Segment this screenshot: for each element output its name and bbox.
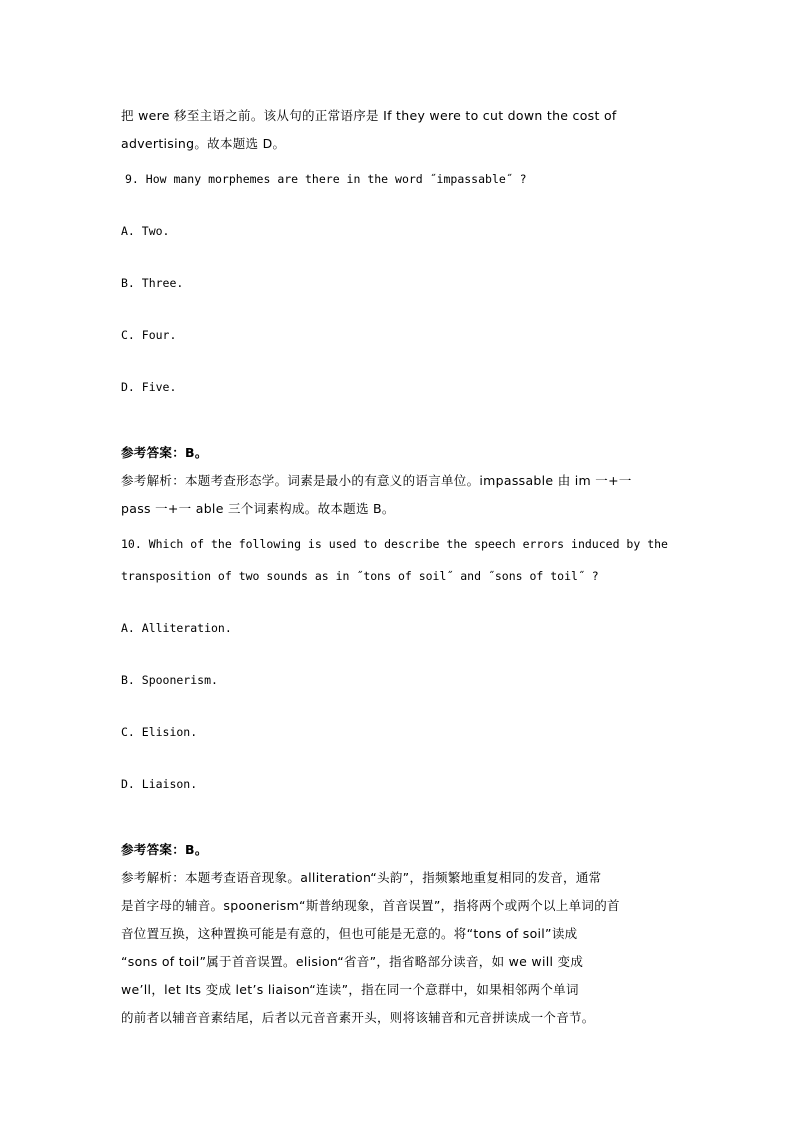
- carry-over-line-1: 把 were 移至主语之前。该从句的正常语序是 If they were to cut down the cost of: [121, 108, 617, 123]
- question-10-analysis-line-6: 的前者以辅音音素结尾，后者以元音音素开头，则将该辅音和元音拼读成一个音节。: [121, 1010, 595, 1025]
- question-9-option-d: D. Five.: [121, 380, 177, 394]
- question-10-option-d: D. Liaison.: [121, 777, 198, 791]
- question-9-option-c: C. Four.: [121, 328, 177, 342]
- question-9-option-b: B. Three.: [121, 276, 184, 290]
- carry-over-line-2: advertising。故本题选 D。: [121, 136, 286, 151]
- question-10-analysis-line-5: we’ll，let Its 变成 let’s liaison“连读”，指在同一个意群中，如果相邻两个单词: [121, 982, 579, 997]
- question-10-analysis-line-1: 参考解析：本题考查语音现象。alliteration“头韵”，指频繁地重复相同的发音，通常: [121, 870, 602, 885]
- question-10-option-c: C. Elision.: [121, 725, 198, 739]
- question-10-analysis-line-4: “sons of toil”属于首音误置。elision“省音”，指省略部分读音，如 we will 变成: [121, 954, 584, 969]
- question-10-analysis-line-3: 音位置互换，这种置换可能是有意的，但也可能是无意的。将“tons of soil”读成: [121, 926, 578, 941]
- question-9-stem: 9. How many morphemes are there in the word ˝impassable˝ ?: [125, 172, 527, 186]
- question-9-analysis-line-1: 参考解析：本题考查形态学。词素是最小的有意义的语言单位。impassable 由 im 一+一: [121, 473, 632, 488]
- question-10-stem-line-1: 10. Which of the following is used to describe the speech errors induced by the: [121, 537, 668, 551]
- question-10-answer: 参考答案：B。: [121, 842, 208, 857]
- question-9-analysis-line-2: pass 一+一 able 三个词素构成。故本题选 B。: [121, 501, 395, 516]
- question-9-answer: 参考答案：B。: [121, 445, 208, 460]
- question-10-option-b: B. Spoonerism.: [121, 673, 218, 687]
- question-10-analysis-line-2: 是首字母的辅音。spoonerism“斯普纳现象，首音误置”，指将两个或两个以上单词的首: [121, 898, 620, 913]
- question-10-option-a: A. Alliteration.: [121, 621, 232, 635]
- question-10-stem-line-2: transposition of two sounds as in ˝tons of soil˝ and ˝sons of toil˝ ?: [121, 569, 599, 583]
- question-9-option-a: A. Two.: [121, 224, 170, 238]
